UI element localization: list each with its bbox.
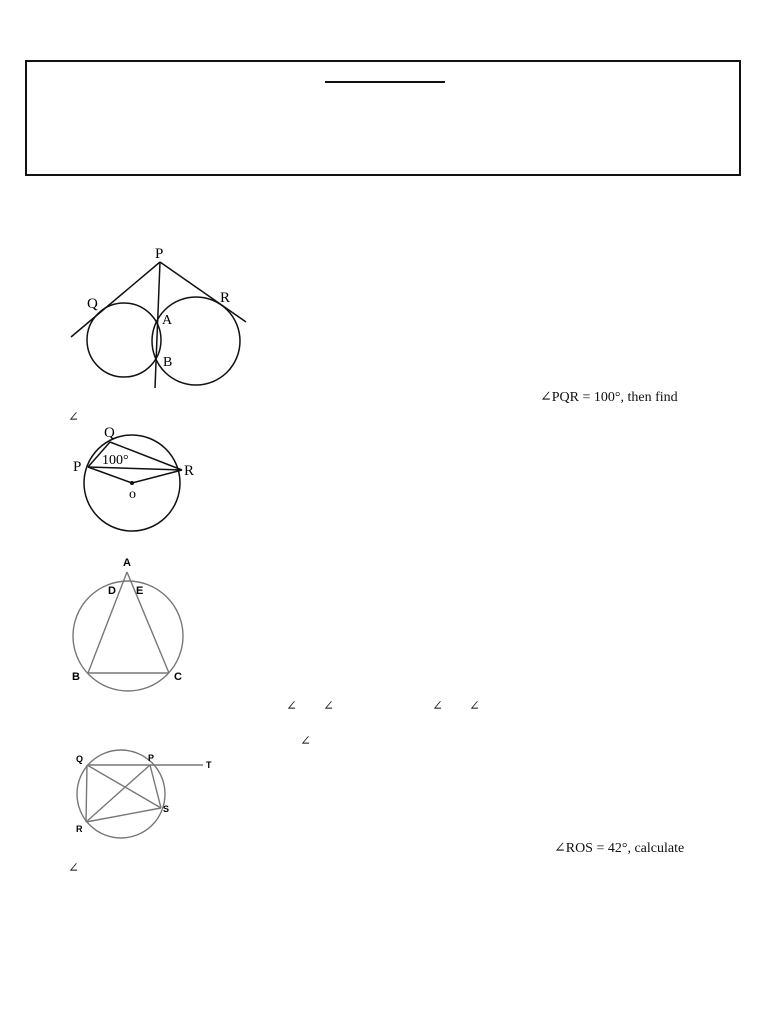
title-underline: [325, 81, 445, 83]
chord-rs: [86, 808, 161, 822]
circle: [77, 750, 165, 838]
chord-rp: [86, 765, 150, 822]
chord-qs: [87, 765, 161, 808]
figure-circle-pqr: [70, 420, 210, 540]
label-p: P: [148, 753, 155, 763]
q3-angle-symbol-1: ∠: [286, 698, 297, 713]
right-circle: [152, 297, 240, 385]
label-p: P: [73, 459, 82, 475]
q3-angle-symbol-4: ∠: [469, 698, 480, 713]
center-dot: [130, 481, 134, 485]
side-ac: [127, 572, 169, 673]
label-p: P: [155, 246, 164, 262]
label-c: C: [174, 671, 182, 683]
radius-ro: [132, 470, 182, 483]
q3-angle-symbol-5: ∠: [300, 733, 311, 748]
label-o: o: [129, 487, 136, 502]
header-box: [25, 60, 741, 176]
label-b: B: [163, 355, 173, 370]
label-t: T: [206, 760, 212, 770]
q3-angle-symbol-2: ∠: [323, 698, 334, 713]
label-a: A: [123, 557, 131, 569]
tangent-pq: [71, 262, 160, 337]
label-q: Q: [87, 296, 98, 312]
label-r: R: [184, 463, 195, 479]
q4-text: ∠ROS = 42°, calculate: [554, 841, 685, 856]
label-q: Q: [104, 425, 115, 441]
circle: [73, 581, 183, 691]
q4-angle-symbol: ∠: [68, 860, 79, 875]
radius-po: [88, 467, 132, 483]
q2-text: ∠PQR = 100°, then find: [540, 390, 678, 405]
label-angle: 100°: [102, 453, 129, 468]
label-a: A: [162, 313, 173, 328]
figure-triangle-circle: [68, 552, 198, 692]
label-b: B: [72, 671, 80, 683]
q3-angle-symbol-3: ∠: [432, 698, 443, 713]
label-q: Q: [76, 754, 84, 764]
label-s: S: [163, 804, 170, 814]
label-r: R: [76, 824, 83, 834]
label-r: R: [220, 290, 231, 306]
figure-cyclic-quadrilateral: [68, 748, 228, 848]
label-d: D: [108, 585, 116, 597]
q2-angle-symbol: ∠: [68, 409, 79, 424]
figure-two-circles: [60, 240, 260, 400]
chord-qr: [86, 765, 87, 822]
tangent-pr: [160, 262, 246, 322]
label-e: E: [136, 585, 144, 597]
